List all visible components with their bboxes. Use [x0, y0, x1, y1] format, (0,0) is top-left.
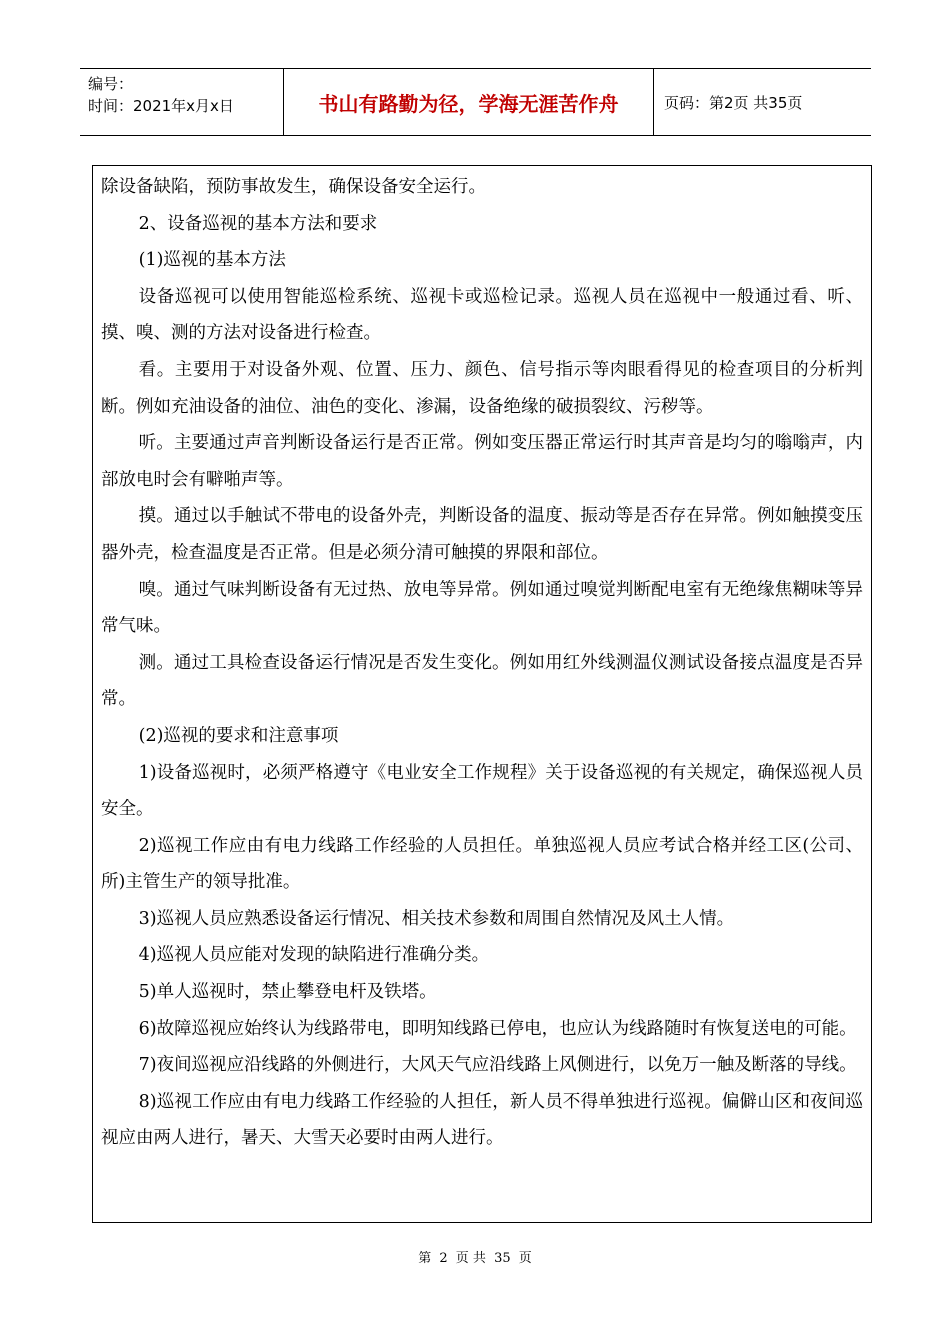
subsection-heading: (1)巡视的基本方法: [138, 250, 286, 271]
list-item: 8)巡视工作应由有电力线路工作经验的人担任，新人员不得单独进行巡视。偏僻山区和夜间巡视应由两人进行，暑天、大雪天必要时由两人进行。: [101, 1091, 863, 1149]
date-label: 时间：2021年x月x日: [88, 97, 234, 115]
paragraph: 看。主要用于对设备外观、位置、压力、颜色、信号指示等肉眼看得见的检查项目的分析判断。例如充油设备的油位、油色的变化、渗漏，设备绝缘的破损裂纹、污秽等。: [101, 359, 863, 417]
paragraph: 除设备缺陷，预防事故发生，确保设备安全运行。: [101, 177, 486, 197]
list-item: 3)巡视人员应熟悉设备运行情况、相关技术参数和周围自然情况及风土人情。: [138, 908, 735, 929]
paragraph: 嗅。通过气味判断设备有无过热、放电等异常。例如通过嗅觉判断配电室有无绝缘焦糊味等异常气味。: [101, 579, 863, 637]
footer-mid: 页 共: [455, 1251, 486, 1266]
paragraph: 听。主要通过声音判断设备运行是否正常。例如变压器正常运行时其声音是均匀的嗡嗡声，内部放电时会有噼啪声等。: [101, 433, 863, 490]
list-item: 7)夜间巡视应沿线路的外侧进行，大风天气应沿线路上风侧进行，以免万一触及断落的导线。: [138, 1055, 857, 1076]
list-item: 4)巡视人员应能对发现的缺陷进行准确分类。: [138, 945, 490, 966]
footer-page-number: 2: [439, 1251, 448, 1266]
page-info: 页码：第2页 共35页: [664, 93, 803, 112]
motto-text: 书山有路勤为径，学海无涯苦作舟: [318, 91, 619, 116]
paragraph: 测。通过工具检查设备运行情况是否发生变化。例如用红外线测温仪测试设备接点温度是否异常。: [101, 652, 863, 710]
header-meta: [88, 73, 278, 117]
page-header: [80, 68, 871, 136]
list-item: 6)故障巡视应始终认为线路带电，即明知线路已停电，也应认为线路随时有恢复送电的可能。: [138, 1018, 857, 1039]
footer-prefix: 第: [418, 1251, 432, 1266]
list-item: 2)巡视工作应由有电力线路工作经验的人员担任。单独巡视人员应考试合格并经工区(公司、所)主管生产的领导批准。: [101, 835, 863, 893]
content-box: [92, 165, 872, 1223]
list-item: 5)单人巡视时，禁止攀登电杆及铁塔。: [138, 982, 437, 1003]
footer-suffix: 页: [518, 1251, 532, 1266]
section-heading: 2、设备巡视的基本方法和要求: [138, 213, 378, 234]
code-label: 编号：: [88, 75, 134, 93]
list-item: 1)设备巡视时，必须严格遵守《电业安全工作规程》关于设备巡视的有关规定，确保巡视人员安全。: [101, 762, 863, 820]
paragraph: 设备巡视可以使用智能巡检系统、巡视卡或巡检记录。巡视人员在巡视中一般通过看、听、摸、嗅、测的方法对设备进行检查。: [101, 286, 863, 344]
subsection-heading: (2)巡视的要求和注意事项: [138, 725, 339, 746]
header-motto-cell: [283, 69, 654, 135]
paragraph: 摸。通过以手触试不带电的设备外壳，判断设备的温度、振动等是否存在异常。例如触摸变压器外壳，检查温度是否正常。但是必须分清可触摸的界限和部位。: [101, 506, 863, 563]
footer-total-pages: 35: [494, 1251, 511, 1266]
page-footer: [0, 1247, 950, 1266]
